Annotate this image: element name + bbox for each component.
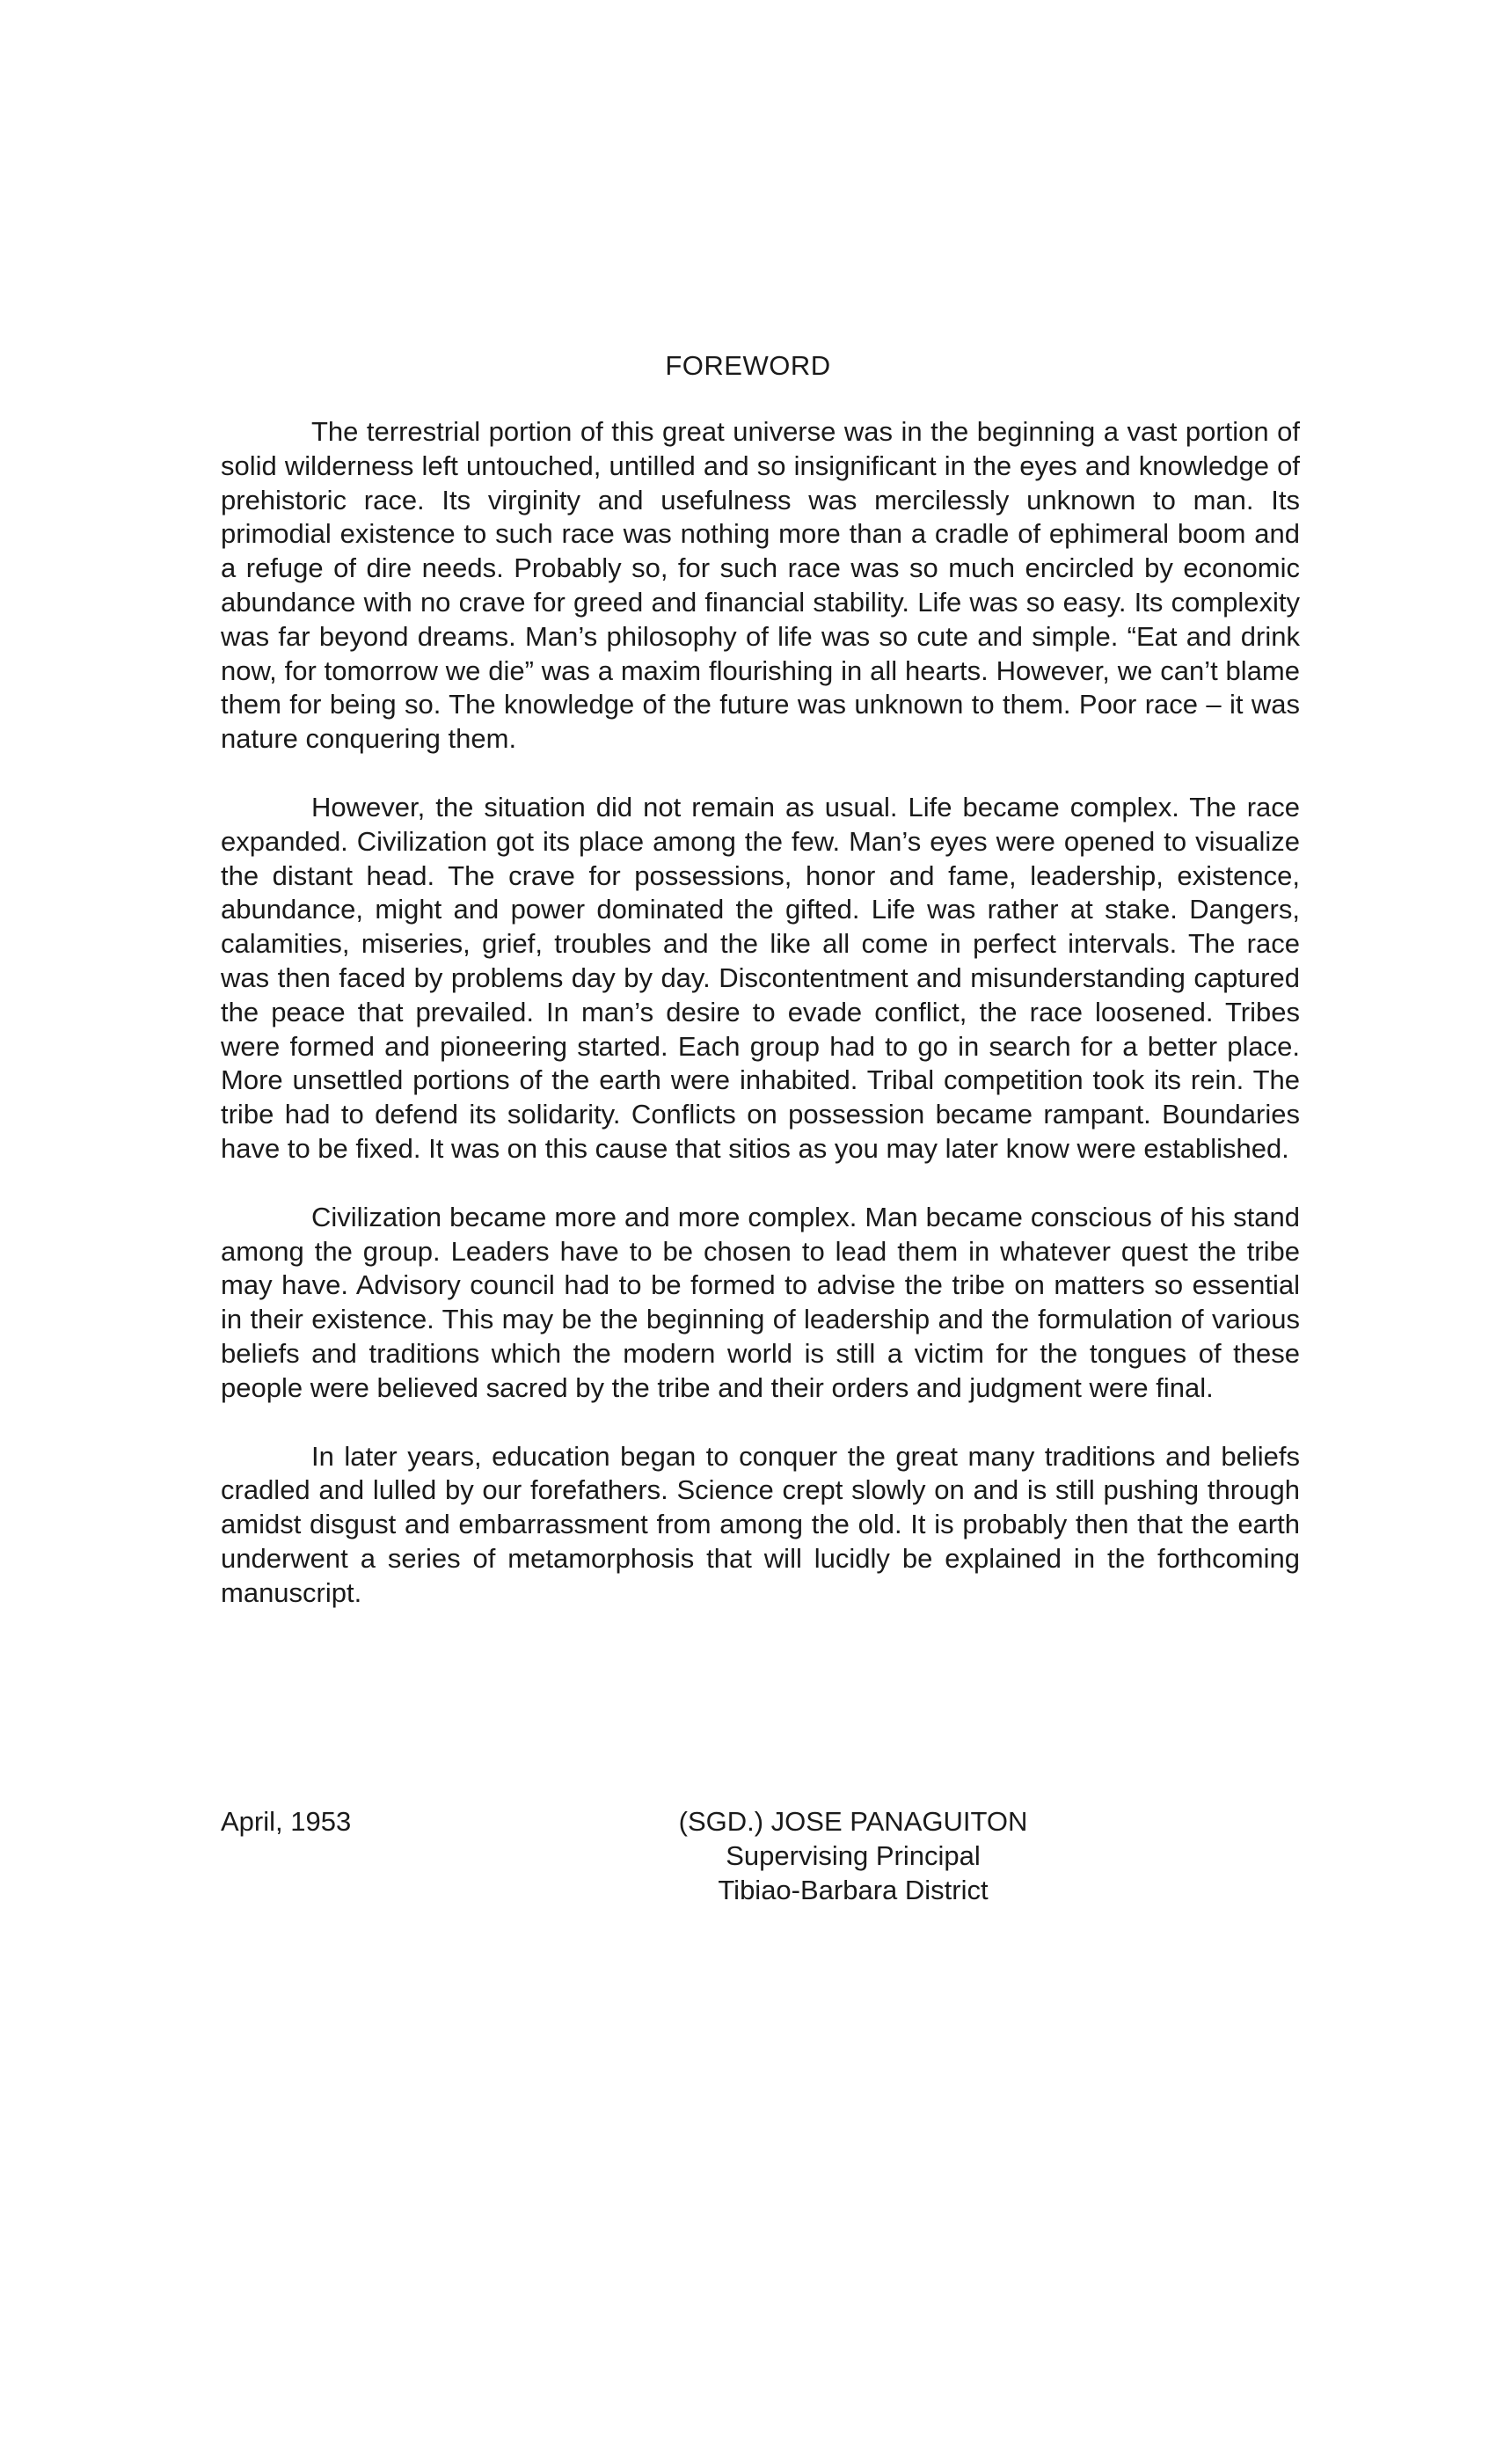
foreword-body	[221, 415, 1300, 1645]
signatory-district: Tibiao-Barbara District	[718, 1874, 989, 1905]
signature-block	[616, 1805, 1091, 1907]
paragraph-3: Civilization became more and more complex. Man became conscious of his stand among the group. Leaders have to be chosen to lead them in whatever quest the tribe may have. Advisory council had to be formed to advise the tribe on matters so essential in their existence. This may be the beginning of leadership and the formulation of various beliefs and traditions which the modern world is still a victim for the tongues of these people were believed sacred by the tribe and their orders and judgment were final.	[221, 1201, 1300, 1403]
signatory-name: (SGD.) JOSE PANAGUITON	[678, 1806, 1028, 1837]
paragraph-4: In later years, education began to conquer the great many traditions and beliefs cradled and lulled by our forefathers. Science crept slowly on and is still pushing through amidst disgust and embarrassment from among the old. It is probably then that the earth underwent a series of metamorphosis that will lucidly be explained in the forthcoming manuscript.	[221, 1440, 1300, 1608]
paragraph-2: However, the situation did not remain as usual. Life became complex. The race expanded. Civilization got its place among the few. Man’s eyes were opened to visualize the distant head. The crave for possessions, honor and fame, leadership, existence, abundance, might and power dominated the gifted. Life was rather at stake. Dangers, calamities, miseries, grief, troubles and the like all come in perfect intervals. The race was then faced by problems day by day. Discontentment and misunderstanding captured the peace that prevailed. In man’s desire to evade conflict, the race loosened. Tribes were formed and pioneering started. Each group had to go in search for a better place. More unsettled portions of the earth were inhabited. Tribal competition took its rein. The tribe had to defend its solidarity. Conflicts on possession became rampant. Boundaries have to be fixed. It was on this cause that sitios as you may later know were established.	[221, 791, 1300, 1164]
document-date: April, 1953	[221, 1806, 352, 1837]
paragraph-1: The terrestrial portion of this great universe was in the beginning a vast portion of solid wilderness left untouched, untilled and so insignificant in the eyes and knowledge of prehistoric race. Its virginity and usefulness was mercilessly unknown to man. Its primodial existence to such race was nothing more than a cradle of ephimeral boom and a refuge of dire needs. Probably so, for such race was so much encircled by economic abundance with no crave for greed and financial stability. Life was so easy. Its complexity was far beyond dreams. Man’s philosophy of life was so cute and simple. “Eat and drink now, for tomorrow we die” was a maxim flourishing in all hearts. However, we can’t blame them for being so. The knowledge of the future was unknown to them. Poor race – it was nature conquering them.	[221, 416, 1300, 755]
page-title: FOREWORD	[665, 350, 831, 381]
signatory-position: Supervising Principal	[726, 1839, 981, 1871]
